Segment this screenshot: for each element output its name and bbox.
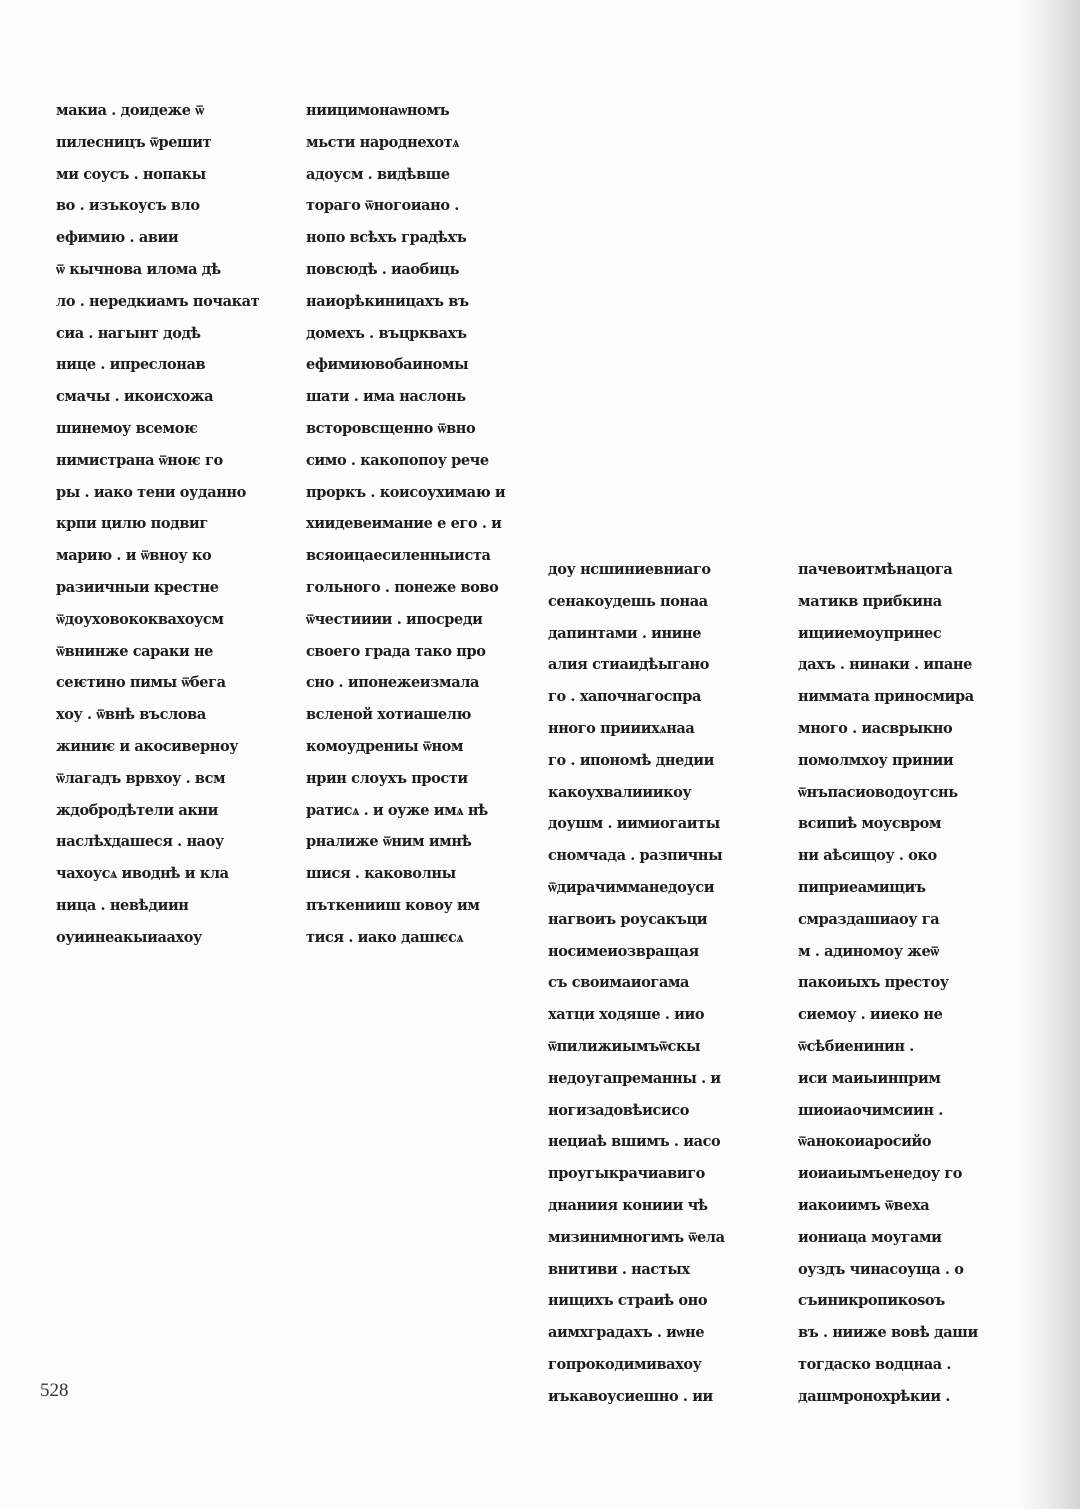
manuscript-line: ми соусъ . нопакы bbox=[56, 165, 206, 183]
manuscript-line: пакоиыхъ престоу bbox=[798, 974, 949, 992]
manuscript-line: нице . ипреслонав bbox=[56, 356, 206, 374]
manuscript-line: съ своимаиогама bbox=[548, 974, 690, 992]
manuscript-line: разиичныи крестне bbox=[56, 578, 219, 596]
manuscript-line: марию . и ѿвноу ко bbox=[56, 547, 212, 565]
manuscript-line: дахъ . нинаки . ипане bbox=[798, 656, 972, 674]
manuscript-line: мьсти народнехотѧ bbox=[306, 133, 460, 151]
manuscript-line: доу нсшиниевниаго bbox=[548, 561, 711, 578]
manuscript-line: ѿ кычнова илома дѣ bbox=[56, 260, 221, 278]
manuscript-line: наиорѣкиницахъ въ bbox=[306, 292, 469, 310]
manuscript-line: ищииемоупринес bbox=[798, 624, 942, 642]
manuscript-line: ѿсѣбиенинин . bbox=[798, 1037, 914, 1055]
manuscript-line: много . иасврыкно bbox=[798, 719, 953, 737]
text-column-1 bbox=[56, 95, 268, 954]
manuscript-line: сиемоу . ииеко не bbox=[798, 1006, 943, 1024]
manuscript-line: всленой хотиашелю bbox=[306, 706, 471, 724]
manuscript-line: го . ипономѣ днедии bbox=[548, 751, 714, 769]
manuscript-line: пъткенииш ковоу им bbox=[306, 896, 480, 914]
manuscript-line: всторовсщенно ѿвно bbox=[306, 419, 476, 437]
manuscript-line: иъкавоусиешно . ии bbox=[548, 1387, 713, 1405]
manuscript-line: иоиаиымъенедоу го bbox=[798, 1165, 963, 1183]
manuscript-line: иакоиимъ ѿвеха bbox=[798, 1196, 930, 1214]
manuscript-line: проугыкрачиавиго bbox=[548, 1165, 705, 1183]
manuscript-line: недоугапреманны . и bbox=[548, 1069, 721, 1087]
manuscript-line: проркъ . коисоухимаю и bbox=[306, 483, 506, 501]
manuscript-line: ло . нередкиамъ почакат bbox=[56, 292, 260, 310]
manuscript-line: гольного . понеже вово bbox=[306, 578, 499, 596]
manuscript-line: своего града тако про bbox=[306, 642, 486, 660]
manuscript-line: домехъ . въцрквахъ bbox=[306, 324, 467, 342]
manuscript-line: сиа . нагынт додѣ bbox=[56, 324, 201, 342]
manuscript-line: алия стиаидѣыгано bbox=[548, 656, 710, 674]
manuscript-line: шинемоу всемоѥ bbox=[56, 419, 198, 437]
manuscript-line: иси маиыинприм bbox=[798, 1069, 941, 1087]
manuscript-line: днаниия кониии чѣ bbox=[548, 1196, 708, 1214]
manuscript-line: ѿвнинже сараки не bbox=[56, 642, 214, 660]
manuscript-line: тися . иако дашѥсѧ bbox=[306, 928, 464, 946]
manuscript-line: крпи цилю подвиг bbox=[56, 515, 208, 533]
manuscript-line: м . адиномоу жеѿ bbox=[798, 942, 939, 960]
manuscript-line: смраздашиаоу га bbox=[798, 910, 940, 928]
manuscript-line: пачевоитмѣнацога bbox=[798, 561, 953, 578]
manuscript-line: ефимию . авии bbox=[56, 229, 179, 247]
text-column-3 bbox=[548, 554, 766, 1413]
manuscript-line: наслѣхдашеся . наоу bbox=[56, 833, 224, 851]
manuscript-line: ногизадовѣисисо bbox=[548, 1101, 690, 1119]
manuscript-line: рналиже ѿним имнѣ bbox=[306, 833, 472, 851]
manuscript-line: смачы . икоисхожа bbox=[56, 388, 214, 406]
manuscript-line: хатци ходяше . иио bbox=[548, 1006, 705, 1024]
manuscript-line: ждобродѣтели акни bbox=[56, 801, 218, 819]
manuscript-line: дашмронохрѣкии . bbox=[798, 1387, 950, 1405]
manuscript-line: помолмхоу принии bbox=[798, 751, 954, 769]
manuscript-line: нагвоиъ роусакъци bbox=[548, 910, 708, 928]
manuscript-line: дапинтами . инине bbox=[548, 624, 702, 642]
manuscript-line: какоухвалииикоу bbox=[548, 783, 692, 801]
manuscript-line: всяоицаесиленныиста bbox=[306, 547, 491, 565]
manuscript-line: сномчада . разпичны bbox=[548, 847, 723, 865]
manuscript-line: во . изъкоусъ вло bbox=[56, 197, 200, 215]
manuscript-line: нопо всѣхъ градѣхъ bbox=[306, 229, 467, 247]
manuscript-line: комоудрениы ѿном bbox=[306, 737, 464, 755]
manuscript-line: матикв прибкина bbox=[798, 592, 942, 610]
manuscript-line: сно . ипонежеизмала bbox=[306, 674, 480, 692]
manuscript-line: сенакоудешь понаа bbox=[548, 592, 708, 610]
manuscript-line: ниммата приносмира bbox=[798, 688, 974, 706]
manuscript-line: шати . има наслонь bbox=[306, 388, 466, 406]
manuscript-line: ратисѧ . и оуже имѧ нѣ bbox=[306, 801, 488, 819]
manuscript-line: оуздъ чинасоуща . о bbox=[798, 1260, 964, 1278]
manuscript-line: ѿпилижиымъѿскы bbox=[548, 1037, 701, 1055]
manuscript-line: аимхградахъ . иѡне bbox=[548, 1324, 705, 1342]
manuscript-line: ни аѣсищоу . око bbox=[798, 847, 937, 865]
text-column-4 bbox=[798, 554, 1014, 1413]
manuscript-line: нного прииихѧнаа bbox=[548, 719, 695, 737]
manuscript-line: адоусм . видѣвше bbox=[306, 165, 450, 183]
manuscript-line: ры . иако тени оуданно bbox=[56, 483, 246, 501]
manuscript-line: ѿдоуховококвахоусм bbox=[56, 610, 224, 628]
text-column-2 bbox=[306, 95, 520, 954]
page-number: 528 bbox=[40, 1380, 69, 1401]
manuscript-line: ниицимонаѡномъ bbox=[306, 102, 450, 119]
manuscript-line: ѿлагадъ врвхоу . всм bbox=[56, 769, 226, 787]
manuscript-line: сеѥтино пимы ѿбега bbox=[56, 674, 226, 692]
manuscript-line: нищихъ страиѣ оно bbox=[548, 1292, 708, 1310]
manuscript-line: нрин слоухъ прости bbox=[306, 769, 468, 787]
manuscript-line: съиникропикоѕоъ bbox=[798, 1292, 945, 1310]
manuscript-line: чахоусѧ иводнѣ и кла bbox=[56, 865, 229, 883]
manuscript-line: мизинимногимъ ѿела bbox=[548, 1228, 725, 1246]
manuscript-line: симо . какопопоу рече bbox=[306, 451, 489, 469]
manuscript-line: хоу . ѿвнѣ въслова bbox=[56, 706, 206, 724]
manuscript-line: тогдаско водцнаа . bbox=[798, 1355, 952, 1373]
manuscript-line: ѿанокоиаросийо bbox=[798, 1133, 932, 1151]
manuscript-line: всипиѣ моусвром bbox=[798, 815, 942, 833]
manuscript-line: внитиви . настых bbox=[548, 1260, 690, 1278]
manuscript-line: нимистрана ѿноѥ го bbox=[56, 451, 223, 469]
manuscript-line: ѿнъпасиоводоугснь bbox=[798, 783, 958, 801]
manuscript-line: хиидевеимание е его . и bbox=[306, 515, 502, 533]
page-edge-shadow bbox=[1016, 0, 1080, 1509]
manuscript-line: нециаѣ вшимъ . иасо bbox=[548, 1133, 721, 1151]
manuscript-line: ница . невѣдиин bbox=[56, 896, 189, 914]
manuscript-line: гопрокодимивахоу bbox=[548, 1355, 702, 1373]
manuscript-line: макиа . доидеже ѿ bbox=[56, 102, 204, 119]
manuscript-line: повсюдѣ . иаобиць bbox=[306, 260, 460, 278]
manuscript-line: носимеиозвращая bbox=[548, 942, 699, 960]
manuscript-line: шися . каковолны bbox=[306, 865, 456, 883]
manuscript-line: оуиинеакыиаахоу bbox=[56, 928, 202, 946]
manuscript-line: го . хапочнагоспра bbox=[548, 688, 701, 706]
manuscript-line: тораго ѿногоиано . bbox=[306, 197, 459, 215]
manuscript-line: жиниѥ и акосиверноу bbox=[56, 737, 239, 755]
manuscript-line: въ . нииже вовѣ даши bbox=[798, 1324, 978, 1342]
manuscript-line: иониаца моугами bbox=[798, 1228, 942, 1246]
manuscript-line: шиоиаочимсиин . bbox=[798, 1101, 943, 1119]
manuscript-line: пилесницъ ѿрешит bbox=[56, 133, 212, 151]
manuscript-line: доушм . иимиогаиты bbox=[548, 815, 720, 833]
manuscript-line: ѿдирачимманедоуси bbox=[548, 878, 715, 896]
manuscript-line: ѿчестииии . ипосреди bbox=[306, 610, 483, 628]
manuscript-line: ефимиювобаиномы bbox=[306, 356, 469, 374]
manuscript-line: пиприеамищиъ bbox=[798, 878, 926, 896]
